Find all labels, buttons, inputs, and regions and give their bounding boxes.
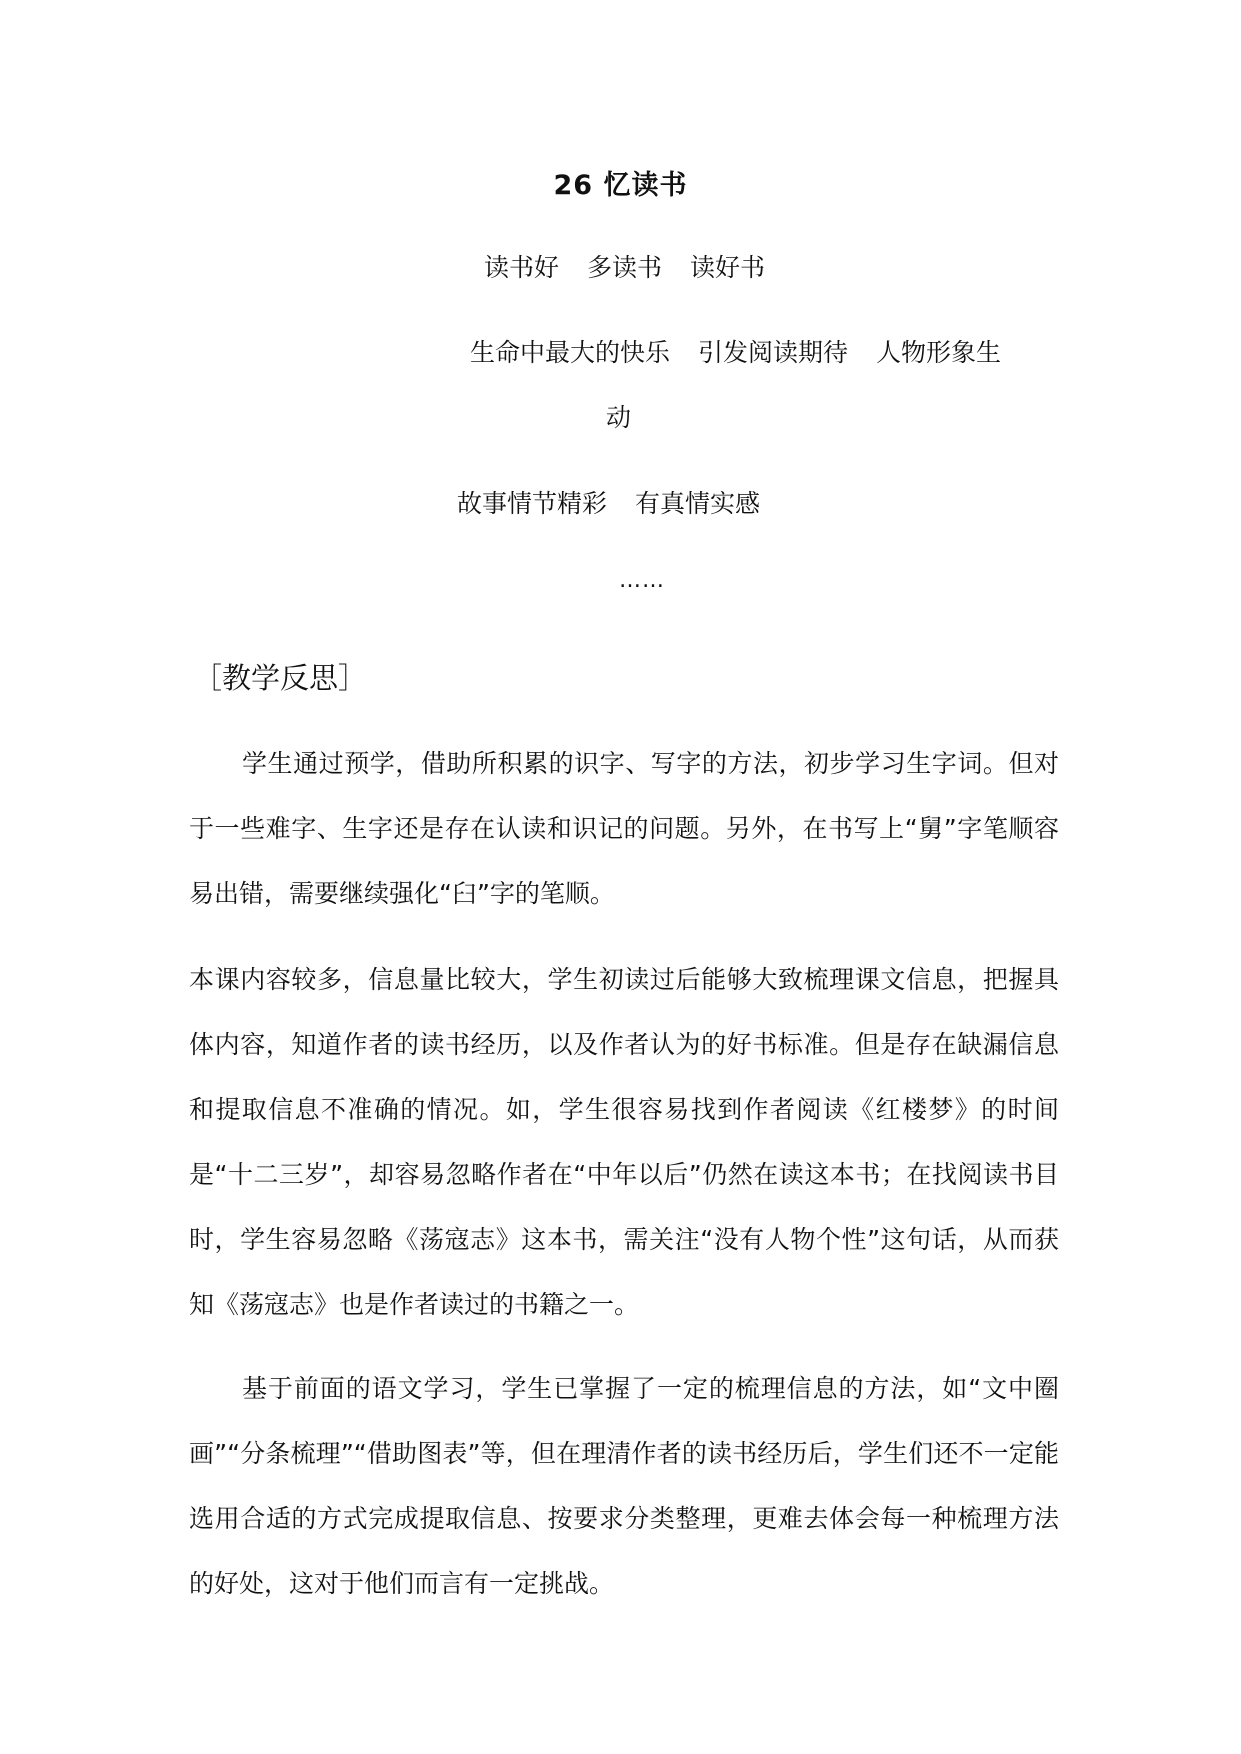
board-phrase: 读书好 xyxy=(484,253,560,282)
board-line-3 xyxy=(457,486,760,522)
board-line-2 xyxy=(470,335,1001,371)
board-phrase: 多读书 xyxy=(587,253,663,282)
ellipsis: …… xyxy=(619,568,665,593)
board-phrase: 引发阅读期待 xyxy=(698,338,849,367)
reflection-paragraph: 本课内容较多，信息量比较大，学生初读过后能够大致梳理课文信息，把握具体内容，知道作者的读书经历，以及作者认为的好书标准。但是存在缺漏信息和提取信息不准确的情况。如，学生很容易找到作者阅读《红楼梦》的时间是“十二三岁”，却容易忽略作者在“中年以后”仍然在读这本书；在找阅读书目时，学生容易忽略《荡寇志》这本书，需关注“没有人物个性”这句话，从而获知《荡寇志》也是作者读过的书籍之一。 xyxy=(189,965,1059,1319)
reflection-paragraph: 基于前面的语文学习，学生已掌握了一定的梳理信息的方法，如“文中圈画”“分条梳理”“借助图表”等，但在理清作者的读书经历后，学生们还不一定能选用合适的方式完成提取信息、按要求分类整理，更难去体会每一种梳理方法的好处，这对于他们而言有一定挑战。 xyxy=(189,1374,1059,1598)
page-title: 26 忆读书 xyxy=(553,170,688,201)
board-phrase: 有真情实感 xyxy=(635,489,761,518)
board-line-2-wrap: 动 xyxy=(606,403,632,432)
board-phrase: 生命中最大的快乐 xyxy=(470,338,671,367)
board-phrase: 故事情节精彩 xyxy=(457,489,608,518)
board-phrase: 读好书 xyxy=(690,253,766,282)
reflection-paragraph: 学生通过预学，借助所积累的识字、写字的方法，初步学习生字词。但对于一些难字、生字还是存在认读和识记的问题。另外，在书写上“舅”字笔顺容易出错，需要继续强化“臼”字的笔顺。 xyxy=(189,749,1059,908)
board-line-1 xyxy=(484,250,765,286)
board-phrase: 人物形象生 xyxy=(876,338,1002,367)
section-heading: ［教学反思］ xyxy=(193,661,368,695)
